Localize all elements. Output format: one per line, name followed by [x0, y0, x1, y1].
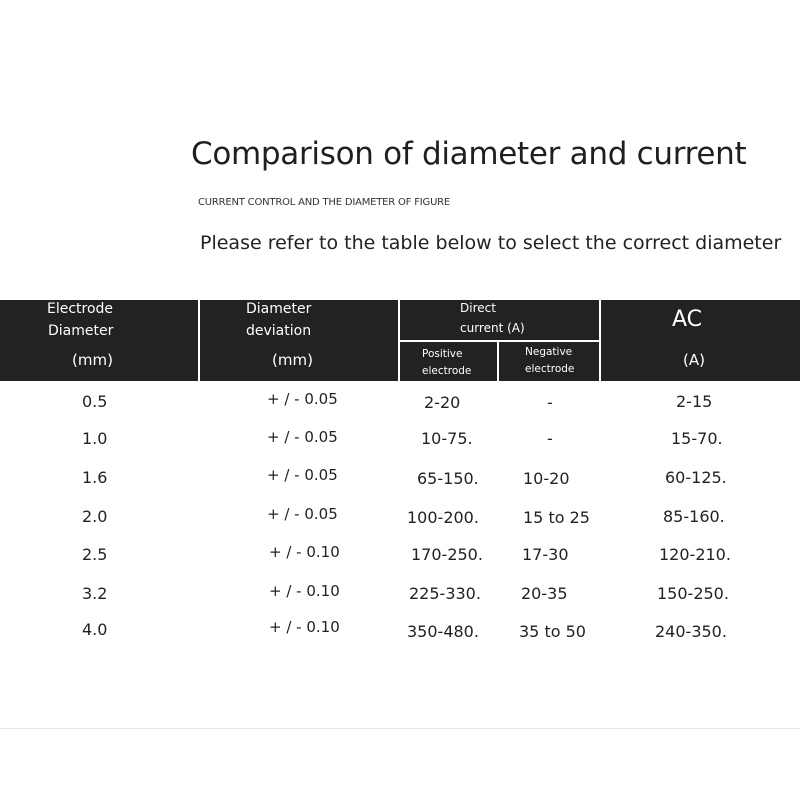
cell-positive: 2-20 — [424, 393, 461, 412]
header-positive-line1: Positive — [422, 348, 463, 360]
cell-negative: 35 to 50 — [519, 622, 586, 641]
cell-ac: 15-70. — [671, 429, 723, 448]
cell-negative: 10-20 — [523, 469, 570, 488]
header-electrode-line2: Diameter — [48, 323, 114, 339]
cell-deviation: + / - 0.10 — [269, 582, 340, 600]
page-subtitle: CURRENT CONTROL AND THE DIAMETER OF FIGURE — [198, 197, 451, 208]
header-divider — [400, 340, 599, 342]
cell-diameter: 1.0 — [82, 429, 108, 448]
header-ac: AC — [672, 307, 703, 332]
header-ac-unit: (A) — [683, 351, 705, 369]
cell-diameter: 0.5 — [82, 392, 108, 411]
header-divider — [599, 300, 601, 381]
cell-deviation: + / - 0.10 — [269, 543, 340, 561]
cell-positive: 170-250. — [411, 545, 483, 564]
cell-positive: 100-200. — [407, 508, 479, 527]
cell-deviation: + / - 0.10 — [269, 618, 340, 636]
instruction-text: Please refer to the table below to select the correct diameter — [200, 232, 782, 254]
header-deviation-unit: (mm) — [272, 351, 313, 369]
cell-negative: 20-35 — [521, 584, 568, 603]
cell-positive: 10-75. — [421, 429, 473, 448]
cell-diameter: 1.6 — [82, 468, 108, 487]
header-deviation-line2: deviation — [246, 323, 312, 339]
header-direct-line1: Direct — [460, 301, 496, 315]
cell-positive: 65-150. — [417, 469, 479, 488]
header-negative-line1: Negative — [525, 346, 573, 358]
cell-diameter: 3.2 — [82, 584, 108, 603]
cell-diameter: 4.0 — [82, 620, 108, 639]
header-electrode-unit: (mm) — [72, 351, 113, 369]
cell-negative: - — [547, 429, 553, 448]
header-electrode-line1: Electrode — [47, 301, 114, 317]
bottom-rule — [0, 728, 800, 729]
cell-positive: 225-330. — [409, 584, 481, 603]
header-divider — [497, 342, 499, 381]
header-positive-line2: electrode — [422, 365, 472, 377]
header-divider — [198, 300, 200, 381]
cell-negative: 15 to 25 — [523, 508, 590, 527]
cell-negative: - — [547, 393, 553, 412]
cell-deviation: + / - 0.05 — [267, 390, 338, 408]
page-title: Comparison of diameter and current — [191, 136, 747, 172]
cell-negative: 17-30 — [522, 545, 569, 564]
cell-ac: 2-15 — [676, 392, 713, 411]
header-negative-line2: electrode — [525, 363, 575, 375]
cell-ac: 60-125. — [665, 468, 727, 487]
header-deviation-line1: Diameter — [246, 301, 312, 317]
cell-ac: 85-160. — [663, 507, 725, 526]
header-direct-line2: current (A) — [460, 321, 525, 335]
cell-positive: 350-480. — [407, 622, 479, 641]
cell-diameter: 2.5 — [82, 545, 108, 564]
cell-deviation: + / - 0.05 — [267, 428, 338, 446]
cell-ac: 150-250. — [657, 584, 729, 603]
cell-deviation: + / - 0.05 — [267, 505, 338, 523]
cell-deviation: + / - 0.05 — [267, 466, 338, 484]
cell-diameter: 2.0 — [82, 507, 108, 526]
cell-ac: 120-210. — [659, 545, 731, 564]
cell-ac: 240-350. — [655, 622, 727, 641]
